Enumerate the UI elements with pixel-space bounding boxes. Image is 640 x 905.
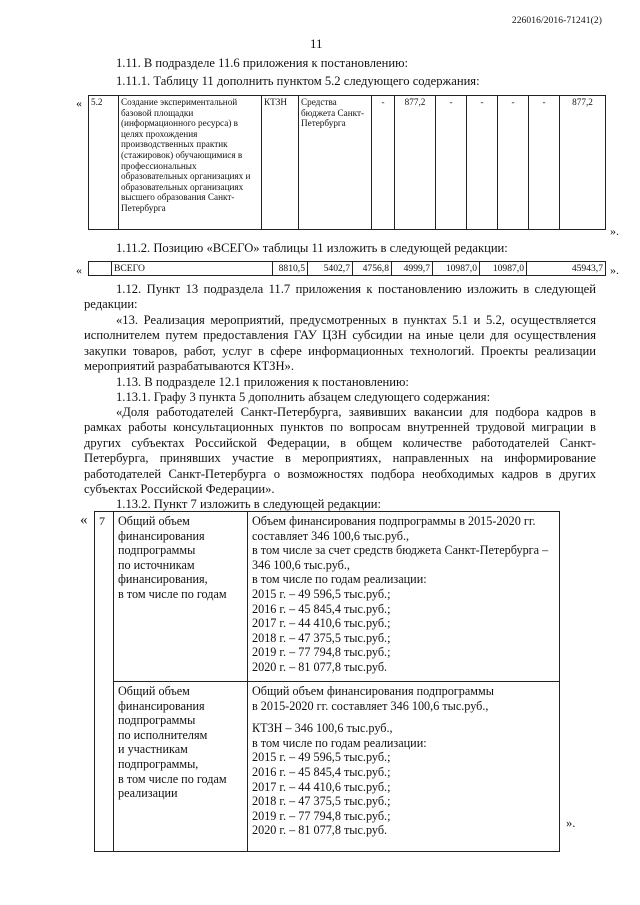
label-line: в том числе по годам [118, 586, 227, 601]
table-row [95, 512, 560, 682]
quote-close: ». [610, 263, 619, 277]
cell-2020: - [529, 96, 560, 230]
label-line: реализации [118, 786, 178, 801]
value-line: 2019 г. – 77 794,8 тыс.руб.; [252, 808, 391, 823]
value-line: 346 100,6 тыс.руб., [252, 557, 350, 572]
value-line: 2015 г. – 49 596,5 тыс.руб.; [252, 750, 391, 765]
cell-value: 5402,7 [308, 262, 353, 276]
cell-empty [89, 262, 112, 276]
label-line: в том числе по годам [118, 771, 227, 786]
paragraph-share-text: «Доля работодателей Санкт-Петербурга, заявивших вакансии для подбора кадров в рамках работы консультационных пунктов по вопросам внутренней трудовой миграции в других субъектах Российской Федерации, в общем количестве работодателей Санкт-Петербурга, принявших участие в мероприятиях, направленных на информирование работодателей Санкт-Петербурга о возможностях подбора необходимых кадров в других субъектах Российской Федерации». [84, 405, 596, 497]
item-7-table [94, 511, 560, 852]
cell-name: Создание экспериментальной базовой площадки (информационного ресурса) в целях прохождения производственных практик (стажировок) обучающимися в профессиональных образовательных организациях и образовательных организациях высшего образования Санкт-Петербурга [119, 96, 262, 230]
value-spacer [252, 713, 555, 721]
value-line: 2016 г. – 45 845,4 тыс.руб.; [252, 764, 391, 779]
paragraph-13-text: «13. Реализация мероприятий, предусмотренных в пунктах 5.1 и 5.2, осуществляется исполнителем путем предоставления ГАУ ЦЗН субсидии на иные цели для осуществления закупки товаров, работ, услуг в сфере информационных технологий. Проекты реализации мероприятий разрабатываются КТЗН». [84, 313, 596, 374]
cell-executor: КТЗН [262, 96, 299, 230]
paragraph-1-12: 1.12. Пункт 13 подраздела 11.7 приложения к постановлению изложить в следующей редакции: [84, 282, 596, 312]
cell-2017: - [436, 96, 467, 230]
value-line: 2020 г. – 81 077,8 тыс.руб. [252, 659, 388, 674]
label-line: Общий объем [118, 684, 190, 698]
value-line: 2016 г. – 45 845,4 тыс.руб.; [252, 601, 391, 616]
quote-open: « [76, 263, 82, 277]
cell-source: Средства бюджета Санкт-Петербурга [299, 96, 372, 230]
value-line: в том числе по годам реализации: [252, 572, 427, 587]
quote-open: « [80, 512, 88, 528]
paragraph-1-13-1: 1.13.1. Графу 3 пункта 5 дополнить абзацем следующего содержания: [116, 390, 491, 404]
cell-value: 4999,7 [392, 262, 433, 276]
value-line: Общий объем финансирования подпрограммы [252, 684, 494, 698]
value-line: 2015 г. – 49 596,5 тыс.руб.; [252, 586, 391, 601]
cell-value: 45943,7 [527, 262, 606, 276]
paragraph-1-11-2: 1.11.2. Позицию «ВСЕГО» таблицы 11 изложить в следующей редакции: [116, 241, 508, 255]
label-line: финансирования, [118, 572, 208, 587]
value-line: 2020 г. – 81 077,8 тыс.руб. [252, 823, 388, 838]
label-line: подпрограммы [118, 713, 196, 728]
cell-value: 8810,5 [273, 262, 308, 276]
cell-value: 4756,8 [353, 262, 392, 276]
cell-2019: - [498, 96, 529, 230]
label-line: подпрограммы [118, 543, 196, 558]
cell-value: 10987,0 [480, 262, 527, 276]
cell-value-sources [248, 512, 560, 682]
value-line: 2017 г. – 44 410,6 тыс.руб.; [252, 616, 391, 631]
value-line: 2018 г. – 47 375,5 тыс.руб.; [252, 630, 391, 645]
cell-value-executors [248, 682, 560, 852]
value-line: в 2015-2020 гг. составляет 346 100,6 тыс.руб., [252, 698, 489, 713]
value-line: составляет 346 100,6 тыс.руб., [252, 528, 410, 543]
cell-total-label: ВСЕГО [112, 262, 273, 276]
paragraph-1-11-1: 1.11.1. Таблицу 11 дополнить пунктом 5.2 следующего содержания: [116, 74, 480, 88]
total-row-table [88, 261, 606, 276]
cell-2018: - [467, 96, 498, 230]
table-row [89, 96, 606, 230]
cell-label-sources [114, 512, 248, 682]
label-line: и участникам [118, 742, 188, 757]
cell-num: 5.2 [89, 96, 119, 230]
cell-2015: - [372, 96, 395, 230]
label-line: по исполнителям [118, 727, 208, 742]
value-line: в том числе за счет средств бюджета Санкт-Петербурга – [252, 543, 549, 558]
cell-value: 10987,0 [433, 262, 480, 276]
document-number: 226016/2016-71241(2) [511, 16, 602, 26]
paragraph-1-13: 1.13. В подразделе 12.1 приложения к постановлению: [116, 375, 409, 389]
quote-close: ». [566, 816, 576, 830]
value-line: 2019 г. – 77 794,8 тыс.руб.; [252, 645, 391, 660]
cell-label-executors [114, 682, 248, 852]
cell-2016: 877,2 [395, 96, 436, 230]
table-row [89, 262, 606, 276]
cell-total: 877,2 [560, 96, 606, 230]
page-number: 11 [310, 36, 323, 51]
label-line: финансирования [118, 698, 205, 713]
label-line: финансирования [118, 528, 205, 543]
value-line: КТЗН – 346 100,6 тыс.руб., [252, 721, 393, 736]
value-line: Объем финансирования подпрограммы в 2015-2020 гг. [252, 514, 536, 528]
value-line: 2017 г. – 44 410,6 тыс.руб.; [252, 779, 391, 794]
label-line: по источникам [118, 557, 195, 572]
label-line: Общий объем [118, 514, 190, 528]
quote-open: « [76, 96, 82, 110]
paragraph-1-11: 1.11. В подразделе 11.6 приложения к постановлению: [116, 56, 408, 70]
label-line: подпрограммы, [118, 756, 199, 771]
cell-item-number: 7 [95, 512, 114, 852]
table-11-row-5-2 [88, 95, 606, 230]
value-line: 2018 г. – 47 375,5 тыс.руб.; [252, 794, 391, 809]
paragraph-1-13-2: 1.13.2. Пункт 7 изложить в следующей редакции: [116, 497, 382, 511]
value-line: в том числе по годам реализации: [252, 735, 427, 750]
table-row [95, 682, 560, 852]
quote-close: ». [610, 224, 619, 238]
